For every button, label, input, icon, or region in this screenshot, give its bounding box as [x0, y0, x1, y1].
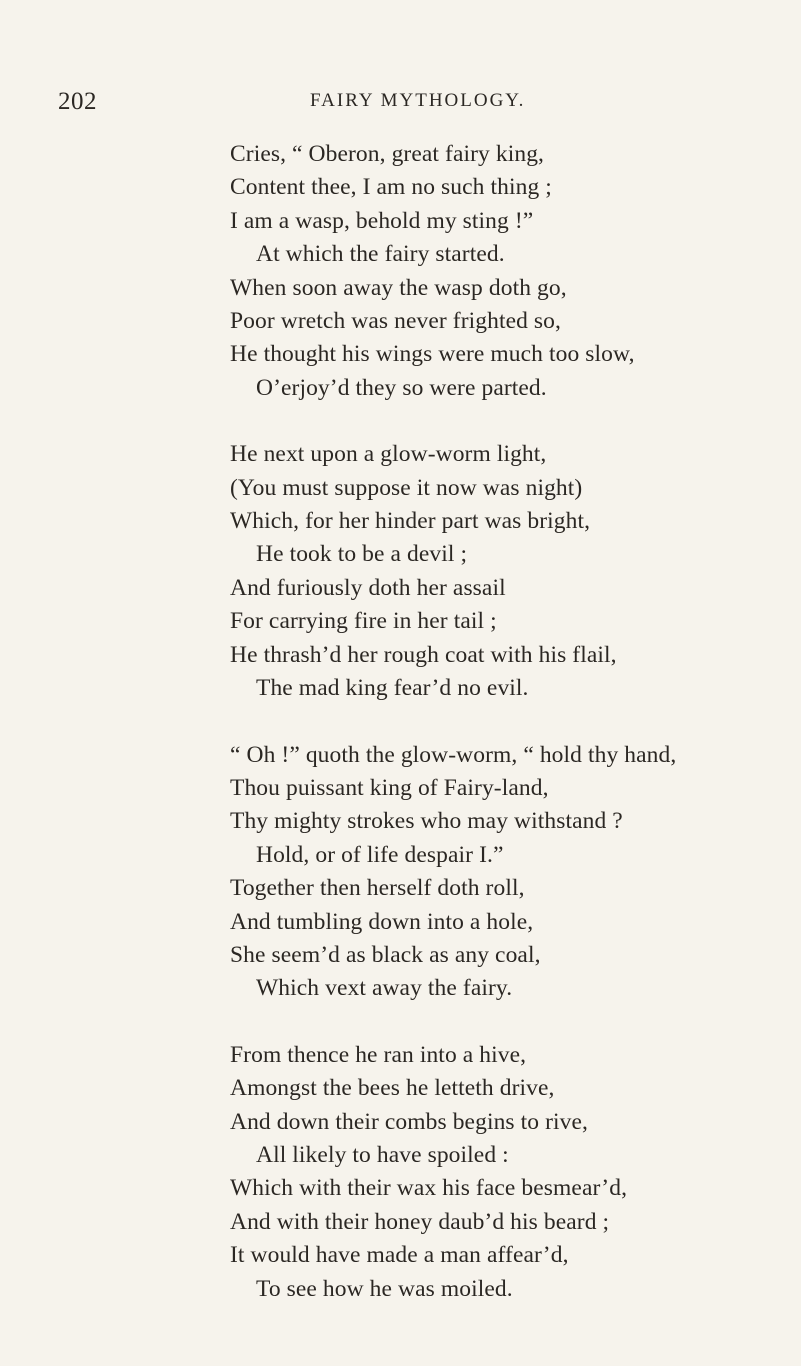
- verse-line: And tumbling down into a hole,: [230, 908, 534, 935]
- stanza-2: [230, 438, 795, 705]
- verse-line: She seem’d as black as any coal,: [230, 941, 541, 968]
- verse-line: When soon away the wasp doth go,: [230, 274, 567, 301]
- verse-line: Cries, “ Oberon, great fairy king,: [230, 141, 545, 167]
- running-head: FAIRY MYTHOLOGY.: [310, 90, 526, 111]
- page-number: 202: [58, 88, 97, 115]
- verse-line: Poor wretch was never frighted so,: [230, 308, 561, 335]
- verse-line: And with their honey daub’d his beard ;: [230, 1208, 610, 1235]
- verse-line: Together then herself doth roll,: [230, 875, 525, 902]
- verse-line: He thrash’d her rough coat with his flail,: [230, 641, 617, 668]
- verse-line: Which with their wax his face besmear’d,: [230, 1175, 628, 1202]
- verse-line: (You must suppose it now was night): [230, 474, 583, 501]
- verse-line-indented: All likely to have spoiled :: [256, 1141, 509, 1168]
- stanza-3: [230, 739, 795, 1006]
- verse-line: From thence he ran into a hive,: [230, 1041, 527, 1068]
- verse-line-indented: Which vext away the fairy.: [256, 975, 513, 1002]
- verse-line: I am a wasp, behold my sting !”: [230, 207, 534, 234]
- verse-line: Thy mighty strokes who may withstand ?: [230, 808, 623, 835]
- verse-line: And furiously doth her assail: [230, 574, 506, 601]
- verse-line-indented: Hold, or of life despair I.”: [256, 841, 504, 868]
- verse-line: He thought his wings were much too slow,: [230, 341, 635, 368]
- stanza-4: [230, 1039, 795, 1306]
- verse-line-indented: O’erjoy’d they so were parted.: [256, 374, 547, 401]
- stanza-1: [230, 138, 795, 405]
- verse-line: He next upon a glow-worm light,: [230, 441, 547, 468]
- page-header: [0, 88, 801, 118]
- verse-line: For carrying fire in her tail ;: [230, 608, 497, 635]
- verse-line: Amongst the bees he letteth drive,: [230, 1075, 555, 1102]
- verse-line-indented: At which the fairy started.: [256, 241, 505, 268]
- verse-line: Thou puissant king of Fairy-land,: [230, 774, 549, 801]
- verse-line: Which, for her hinder part was bright,: [230, 508, 591, 535]
- verse-line: It would have made a man affear’d,: [230, 1242, 569, 1269]
- verse-line: “ Oh !” quoth the glow-worm, “ hold thy hand,: [230, 741, 677, 768]
- verse-line: And down their combs begins to rive,: [230, 1108, 589, 1135]
- poem-body: [230, 138, 795, 1339]
- verse-line-indented: The mad king fear’d no evil.: [256, 675, 529, 702]
- verse-line: Content thee, I am no such thing ;: [230, 174, 552, 201]
- verse-line-indented: To see how he was moiled.: [256, 1275, 513, 1302]
- verse-line-indented: He took to be a devil ;: [256, 541, 468, 568]
